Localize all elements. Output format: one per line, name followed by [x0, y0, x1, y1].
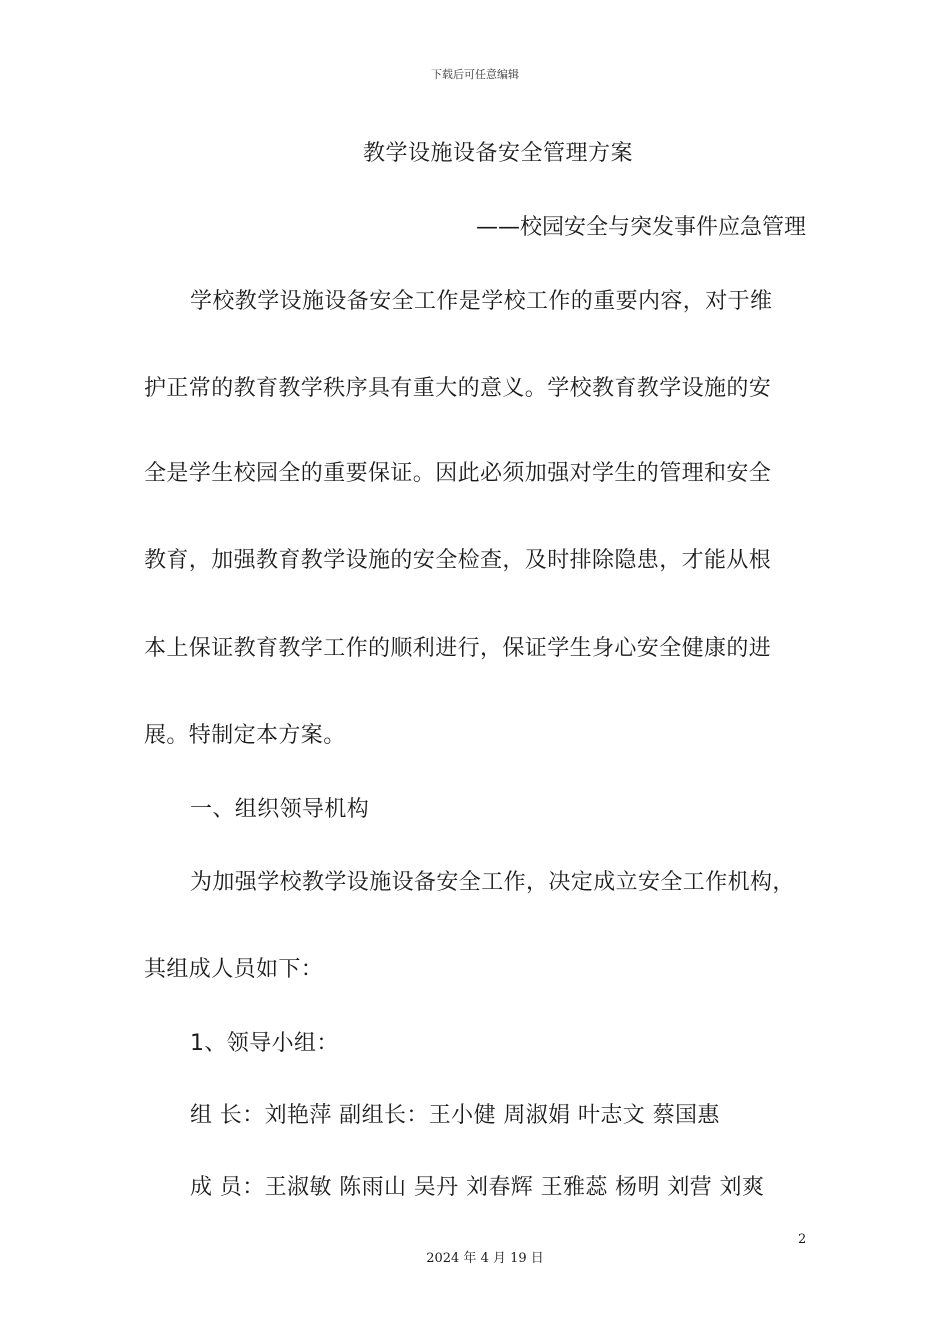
body-paragraph-line: 其组成人员如下： — [144, 957, 324, 982]
body-paragraph-line: 展。特制定本方案。 — [144, 723, 346, 748]
body-paragraph-line: 护正常的教育教学秩序具有重大的意义。学校教育教学设施的安 — [144, 376, 772, 401]
subsection-heading: 1、领导小组： — [190, 1031, 339, 1056]
header-note: 下载后可任意编辑 — [431, 68, 519, 81]
member-list-line: 成 员：王淑敏 陈雨山 吴丹 刘春辉 王雅蕊 杨明 刘营 刘爽 — [190, 1175, 765, 1200]
body-paragraph-line: 为加强学校教学设施设备安全工作，决定成立安全工作机构， — [190, 870, 795, 895]
body-paragraph-line: 教育，加强教育教学设施的安全检查，及时排除隐患，才能从根 — [144, 548, 772, 573]
body-paragraph-line: 学校教学设施设备安全工作是学校工作的重要内容，对于维 — [190, 289, 773, 314]
leader-list-line: 组 长：刘艳萍 副组长：王小健 周淑娟 叶志文 蔡国惠 — [190, 1103, 720, 1128]
body-paragraph-line: 全是学生校园全的重要保证。因此必须加强对学生的管理和安全 — [144, 461, 772, 486]
section-heading: 一、组织领导机构 — [190, 797, 370, 822]
footer-date: 2024 年 4 月 19 日 — [426, 1251, 544, 1266]
document-subtitle: ——校园安全与突发事件应急管理 — [475, 215, 806, 240]
document-title: 教学设施设备安全管理方案 — [362, 141, 633, 166]
page-number: 2 — [798, 1232, 807, 1247]
body-paragraph-line: 本上保证教育教学工作的顺利进行，保证学生身心安全健康的进 — [144, 636, 772, 661]
